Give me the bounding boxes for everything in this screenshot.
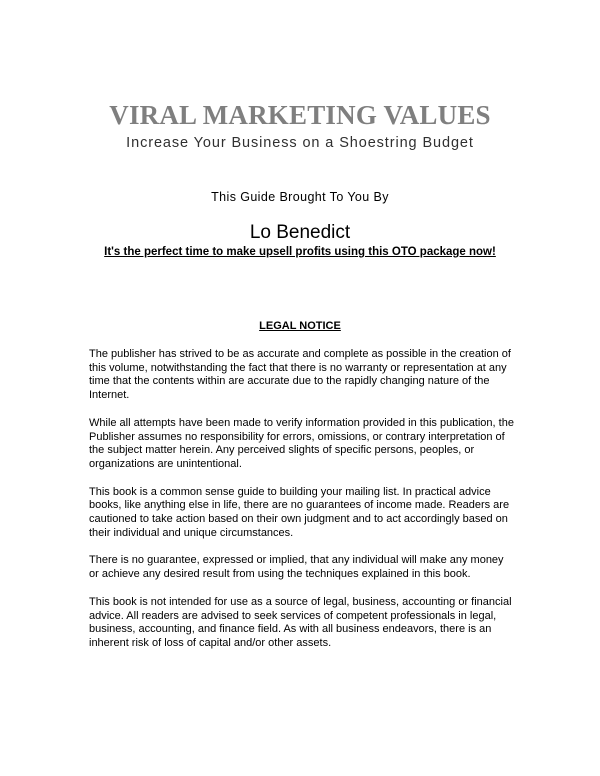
legal-paragraph: While all attempts have been made to verify information provided in this publication, the Publisher assumes no responsibility for errors, omissions, or contrary interpretation of the subject matter herein. Any perceived slights of specific persons, peoples, or organizations are unintentional. — [89, 416, 514, 470]
promo-link[interactable]: It's the perfect time to make upsell profits using this OTO package now! — [104, 246, 496, 258]
legal-paragraph: The publisher has strived to be as accurate and complete as possible in the creation of this volume, notwithstanding the fact that there is no warranty or representation at any time that the contents within are accurate due to the rapidly changing nature of the Internet. — [89, 348, 511, 402]
legal-paragraph: There is no guarantee, expressed or implied, that any individual will make any money or achieve any desired result from using the techniques explained in this book. — [89, 554, 504, 581]
legal-notice-body — [89, 348, 514, 665]
document-title: VIRAL MARKETING VALUES — [109, 100, 491, 130]
legal-notice-heading: LEGAL NOTICE — [259, 320, 341, 332]
author-name: Lo Benedict — [249, 222, 351, 243]
legal-paragraph: This book is a common sense guide to building your mailing list. In practical advice books, like anything else in life, there are no guarantees of income made. Readers are cautioned to take action based on their own judgment and to act accordingly based on their individual and unique circumstances. — [89, 485, 510, 539]
document-subtitle: Increase Your Business on a Shoestring Budget — [126, 135, 474, 151]
legal-paragraph: This book is not intended for use as a source of legal, business, accounting or financial advice. All readers are advised to seek services of competent professionals in legal, business, accounting, and finance field. As with all business endeavors, there is an inherent risk of loss of capital and/or other assets. — [89, 595, 512, 649]
brought-by-text: This Guide Brought To You By — [211, 190, 389, 204]
